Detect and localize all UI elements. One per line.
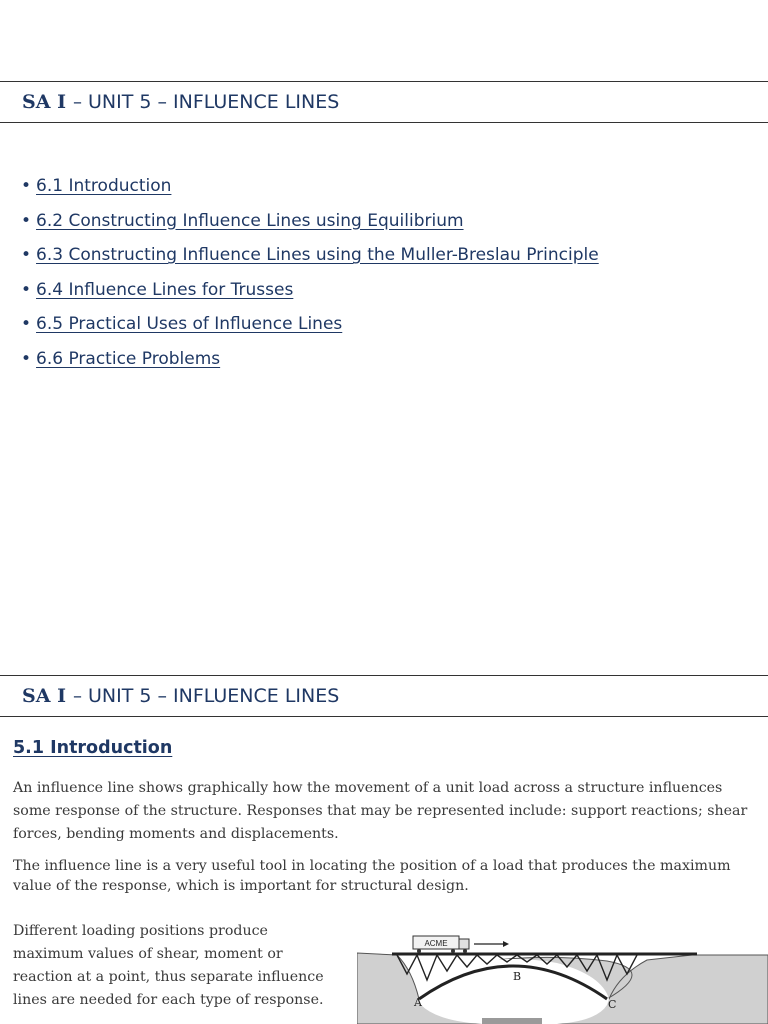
toc-item [21, 211, 599, 246]
label-c: C [608, 998, 617, 1011]
toc-link-trusses[interactable]: 6.4 Influence Lines for Trusses [36, 279, 294, 300]
course-code: SA I [22, 91, 66, 113]
bullet: • [21, 314, 32, 334]
bullet: • [21, 210, 32, 231]
toc-link-equilibrium[interactable]: 6.2 Constructing Influence Lines using Equilibrium [36, 210, 464, 231]
paragraph-loading-positions: Different loading positions produce maximum values of shear, moment or reaction at a point, thus separate influence lines are needed for each type of response. [13, 923, 324, 1008]
bullet: • [21, 245, 32, 265]
label-a: A [414, 996, 422, 1009]
paragraph-definition: An influence line shows graphically how the movement of a unit load across a structure influences some response of the structure. Responses that may be represented include: support reactions; shear forces, bending moments and displacements. [13, 780, 748, 842]
toc-link-practical-uses[interactable]: 6.5 Practical Uses of Influence Lines [36, 314, 343, 334]
label-b: B [513, 970, 522, 983]
toc-item [21, 314, 599, 349]
section-title: 5.1 Introduction [13, 738, 173, 758]
river [482, 1018, 542, 1024]
toc-item [21, 245, 599, 280]
truck-label: ACME [424, 939, 448, 948]
toc-item [21, 349, 599, 384]
toc-link-practice-problems[interactable]: 6.6 Practice Problems [36, 348, 221, 369]
header-dash: – [72, 686, 82, 707]
paragraph-usefulness: The influence line is a very useful tool in locating the position of a load that produces the maximum value of the response, which is important for structural design. [13, 858, 731, 894]
table-of-contents [21, 176, 599, 383]
header-dash: – [72, 92, 82, 113]
bullet: • [21, 279, 32, 300]
toc-item [21, 176, 599, 211]
bullet: • [21, 176, 32, 196]
course-code: SA I [22, 685, 66, 707]
toc-link-muller-breslau[interactable]: 6.3 Constructing Influence Lines using the Muller-Breslau Principle [36, 245, 599, 265]
unit-title: UNIT 5 – INFLUENCE LINES [87, 685, 340, 707]
slide1-header [0, 81, 768, 123]
bridge-figure [357, 925, 768, 1024]
bullet: • [21, 348, 32, 369]
unit-title: UNIT 5 – INFLUENCE LINES [87, 91, 340, 113]
slide2-header [0, 675, 768, 717]
toc-item [21, 280, 599, 315]
toc-link-introduction[interactable]: 6.1 Introduction [36, 176, 172, 196]
